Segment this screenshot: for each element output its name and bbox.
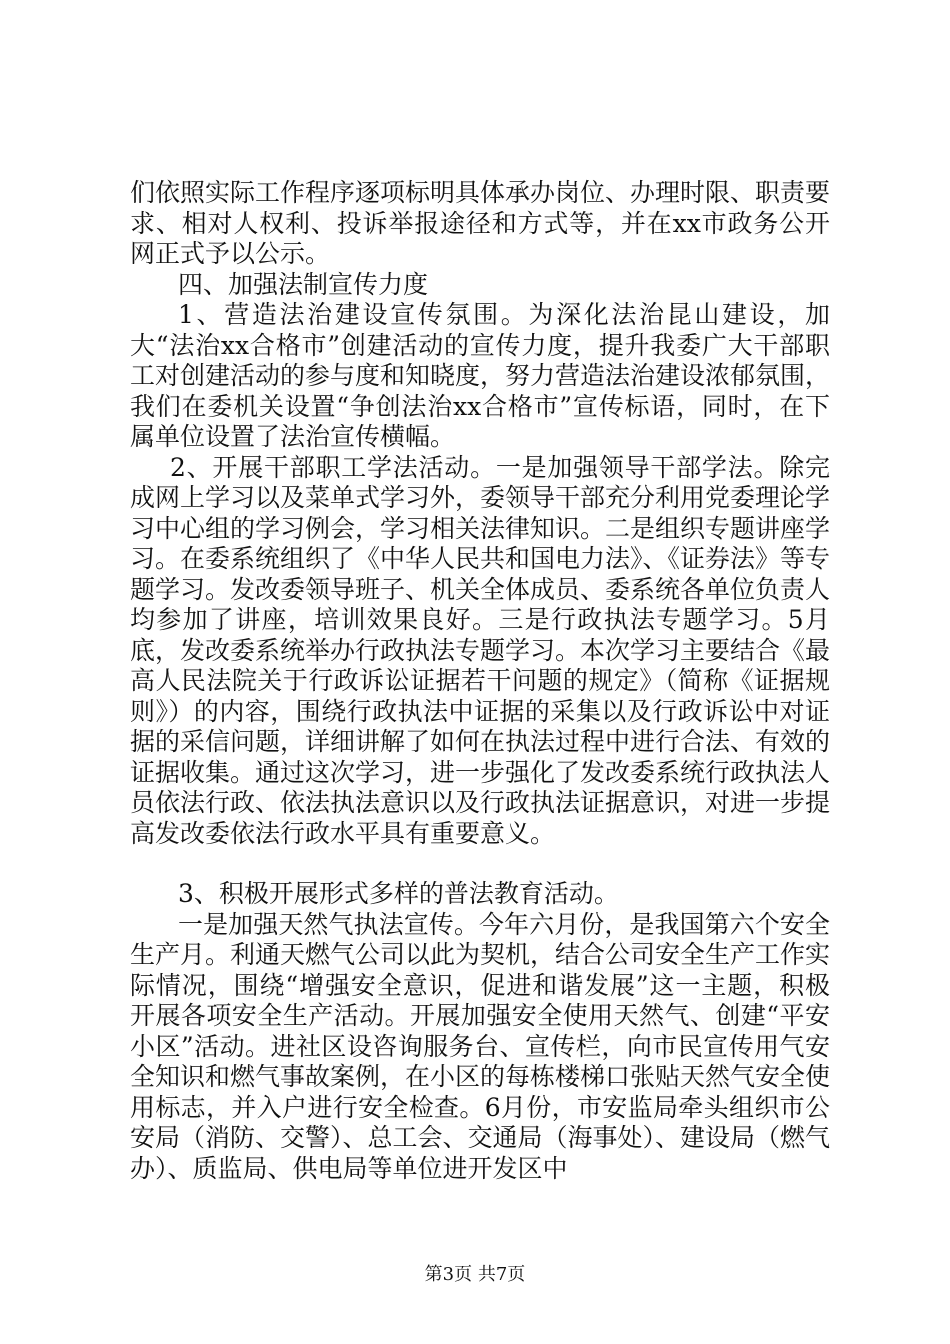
paragraph-continuation: 们依照实际工作程序逐项标明具体承办岗位、办理时限、职责要求、相对人权利、投诉举报途径和方式等，并在xx市政务公开网正式予以公示。 (130, 178, 831, 268)
paragraph-item-3: 3、积极开展形式多样的普法教育活动。 (178, 879, 619, 908)
document-body (130, 178, 830, 1184)
paragraph-item-2: 2、开展干部职工学法活动。一是加强领导干部学法。除完成网上学习以及菜单式学习外，委领导干部充分利用党委理论学习中心组的学习例会，学习相关法律知识。二是组织专题讲座学习。在委系统组织了《中华人民共和国电力法》、《证券法》等专题学习。发改委领导班子、机关全体成员、委系统各单位负责人均参加了讲座，培训效果良好。三是行政执法专题学习。5月底，发改委系统举办行政执法专题学习。本次学习主要结合《最高人民法院关于行政诉讼证据若干问题的规定》（简称《证据规则》）的内容，围绕行政执法中证据的采集以及行政诉讼中对证据的采信问题，详细讲解了如何在执法过程中进行合法、有效的证据收集。通过这次学习，进一步强化了发改委系统行政执法人员依法行政、依法执法意识以及行政执法证据意识，对进一步提高发改委依法行政水平具有重要意义。 (130, 452, 831, 848)
section-heading: 四、加强法制宣传力度 (178, 269, 429, 299)
page-number-footer: 第3页 共7页 (424, 1264, 526, 1285)
paragraph-item-1: 1、营造法治建设宣传氛围。为深化法治昆山建设，加大“法治xx合格市”创建活动的宣传力度，提升我委广大干部职工对创建活动的参与度和知晓度，努力营造法治建设浓郁氛围，我们在委机关设置“争创法治xx合格市”宣传标语，同时，在下属单位设置了法治宣传横幅。 (130, 300, 831, 451)
paragraph-item-3-detail: 一是加强天然气执法宣传。今年六月份，是我国第六个安全生产月。利通天燃气公司以此为契机，结合公司安全生产工作实际情况，围绕“增强安全意识，促进和谐发展”这一主题，积极开展各项安全生产活动。开展加强安全使用天然气、创建“平安小区”活动。进社区设咨询服务台、宣传栏，向市民宣传用气安全知识和燃气事故案例，在小区的每栋楼梯口张贴天然气安全使用标志，并入户进行安全检查。6月份，市安监局牵头组织市公安局（消防、交警）、总工会、交通局（海事处）、建设局（燃气办）、质监局、供电局等单位进开发区中 (130, 909, 831, 1183)
